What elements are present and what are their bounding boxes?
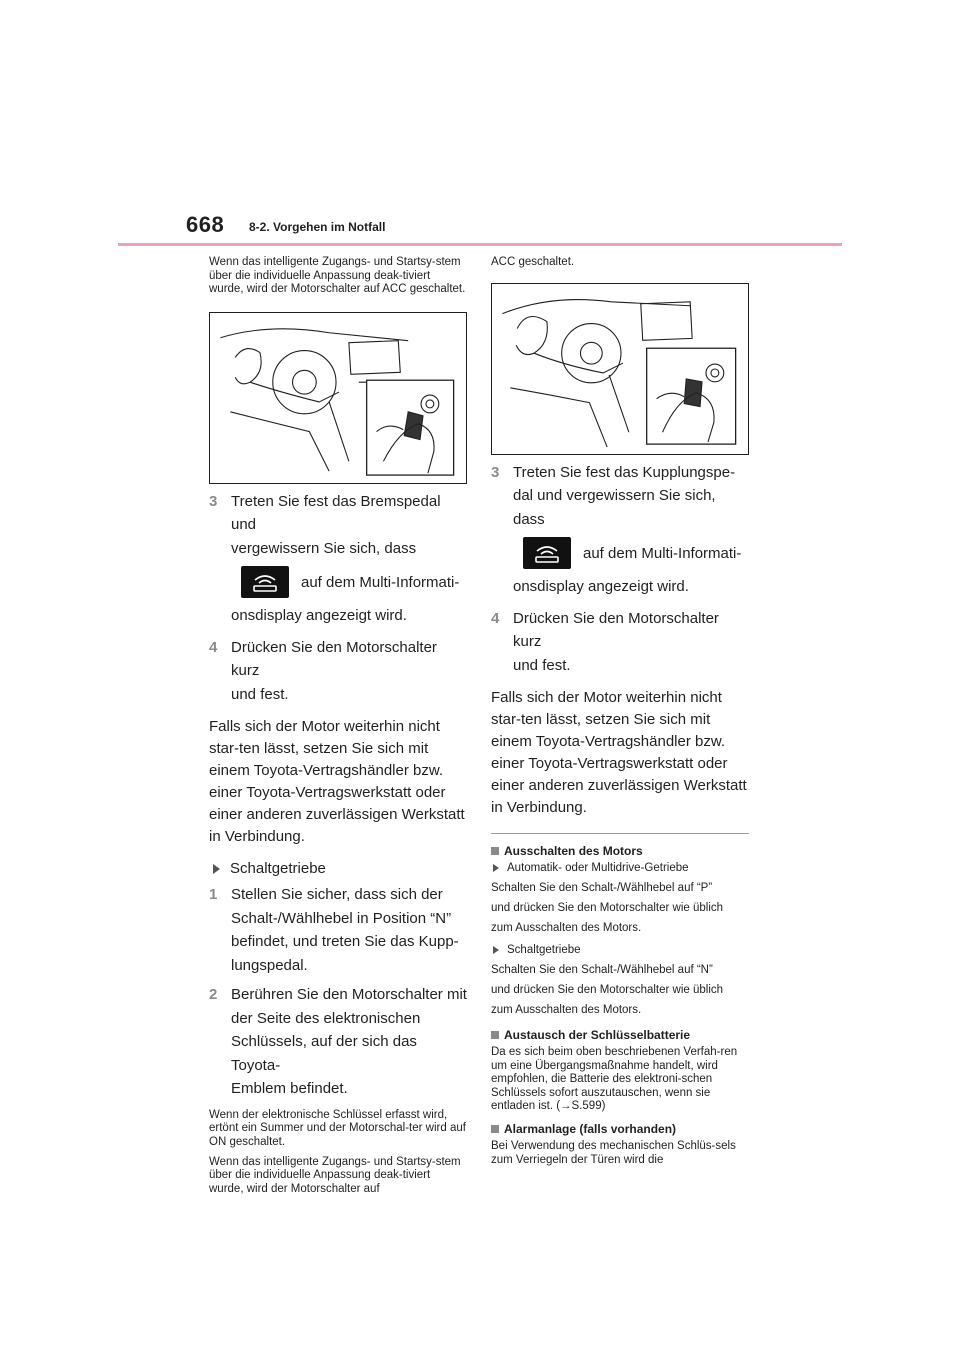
dealer-paragraph: Falls sich der Motor weiterhin nicht star-ten lässt, setzen Sie sich mit einem Toyota-Vertragshändler bzw. einer Toyota-Vertragswerkstatt oder einer anderen zuverlässigen Werkstatt in Verbindung.: [491, 689, 747, 817]
instruction-line: Schalten Sie den Schalt-/Wählhebel auf “N”: [491, 964, 713, 977]
instruction-line: zum Ausschalten des Motors.: [491, 1004, 642, 1017]
left-column: [209, 256, 467, 1196]
icon-suffix: auf dem Multi-Informati-: [583, 544, 742, 562]
icon-after-text: onsdisplay angezeigt wird.: [513, 578, 689, 596]
bullet-triangle-icon: [493, 946, 499, 954]
icon-after-text: onsdisplay angezeigt wird.: [231, 607, 407, 625]
step-text-cont: vergewissern Sie sich, dass: [231, 539, 417, 557]
step-text-cont: und fest.: [231, 685, 289, 703]
step-text: Drücken Sie den Motorschalter kurz: [231, 638, 437, 680]
section-divider: [491, 833, 749, 834]
key-detection-display-icon: [241, 566, 289, 598]
step-text-cont: Emblem befindet.: [231, 1080, 348, 1098]
step-number: 4: [209, 638, 218, 656]
instruction-line: Schalten Sie den Schalt-/Wählhebel auf “P”: [491, 882, 713, 895]
heading-alarm: Alarmanlage (falls vorhanden): [504, 1122, 677, 1137]
note-summer: Wenn der elektronische Schlüssel erfasst wird, ertönt ein Summer und der Motorschal-ter wird auf ON geschaltet.: [209, 1108, 466, 1148]
sub-heading: Schaltgetriebe: [507, 944, 581, 957]
step-number: 3: [209, 492, 218, 510]
square-bullet-icon: [491, 1031, 499, 1039]
step-text-cont: Schlüssels, auf der sich das Toyota-: [231, 1033, 417, 1074]
illustration-clutch-push: [491, 283, 749, 455]
section-title: 8-2. Vorgehen im Notfall: [249, 220, 386, 234]
step-text: Treten Sie fest das Bremspedal und: [231, 492, 441, 534]
right-column: [491, 256, 749, 1167]
step-text-cont: dal und vergewissern Sie sich, dass: [513, 487, 716, 528]
bullet-label: Schaltgetriebe: [230, 860, 326, 878]
heading-battery: Austausch der Schlüsselbatterie: [504, 1028, 691, 1043]
instruction-line: zum Ausschalten des Motors.: [491, 922, 642, 935]
step-text: Treten Sie fest das Kupplungspe-: [513, 463, 736, 481]
instruction-line: und drücken Sie den Motorschalter wie üblich: [491, 902, 724, 915]
step-number: 4: [491, 609, 500, 627]
battery-text: Da es sich beim oben beschriebenen Verfah-ren um eine Übergangsmaßnahme handelt, wird empfohlen, die Batterie des elektroni-schen Schlüssels sofort auszutauschen, wenn sie entladen ist. (→S.599): [491, 1046, 738, 1113]
square-bullet-icon: [491, 1125, 499, 1133]
icon-suffix: auf dem Multi-Informati-: [301, 573, 460, 591]
step-text-cont: befindet, und treten Sie das Kupp-: [231, 933, 459, 951]
page-number: 668: [186, 212, 225, 237]
heading-motor-off: Ausschalten des Motors: [504, 844, 643, 859]
step-number: 3: [491, 463, 500, 481]
step-number: 1: [209, 886, 218, 904]
step-text: Berühren Sie den Motorschalter mit: [231, 986, 467, 1004]
intro-note: Wenn das intelligente Zugangs- und Startsy-stem über die individuelle Anpassung deak-tiviert wurde, wird der Motorschalter auf ACC geschaltet.: [209, 256, 466, 296]
step-text: Drücken Sie den Motorschalter kurz: [513, 609, 719, 651]
continued-text: ACC geschaltet.: [491, 256, 575, 268]
step-text-cont: Schalt-/Wählhebel in Position “N”: [231, 909, 452, 927]
instruction-line: und drücken Sie den Motorschalter wie üblich: [491, 984, 724, 997]
alarm-text: Bei Verwendung des mechanischen Schlüs-sels zum Verriegeln der Türen wird die: [491, 1140, 736, 1166]
step-text-cont: lungspedal.: [231, 956, 308, 974]
step-text-cont: und fest.: [513, 656, 571, 674]
sub-heading: Automatik- oder Multidrive-Getriebe: [507, 862, 689, 875]
square-bullet-icon: [491, 847, 499, 855]
step-text: Stellen Sie sicher, dass sich der: [231, 886, 443, 904]
header-rule: [118, 243, 842, 246]
note-acc: Wenn das intelligente Zugangs- und Startsy-stem über die individuelle Anpassung deak-tiviert wurde, wird der Motorschalter auf: [209, 1155, 461, 1195]
key-detection-display-icon: [523, 537, 571, 569]
dealer-paragraph: Falls sich der Motor weiterhin nicht star-ten lässt, setzen Sie sich mit einem Toyota-Vertragshändler bzw. einer Toyota-Vertragswerkstatt oder einer anderen zuverlässigen Werkstatt in Verbindung.: [209, 718, 465, 846]
bullet-triangle-icon: [213, 864, 220, 874]
bullet-triangle-icon: [493, 864, 499, 872]
step-text-cont: der Seite des elektronischen: [231, 1009, 421, 1027]
illustration-brake-push: [209, 312, 467, 484]
step-number: 2: [209, 986, 218, 1004]
